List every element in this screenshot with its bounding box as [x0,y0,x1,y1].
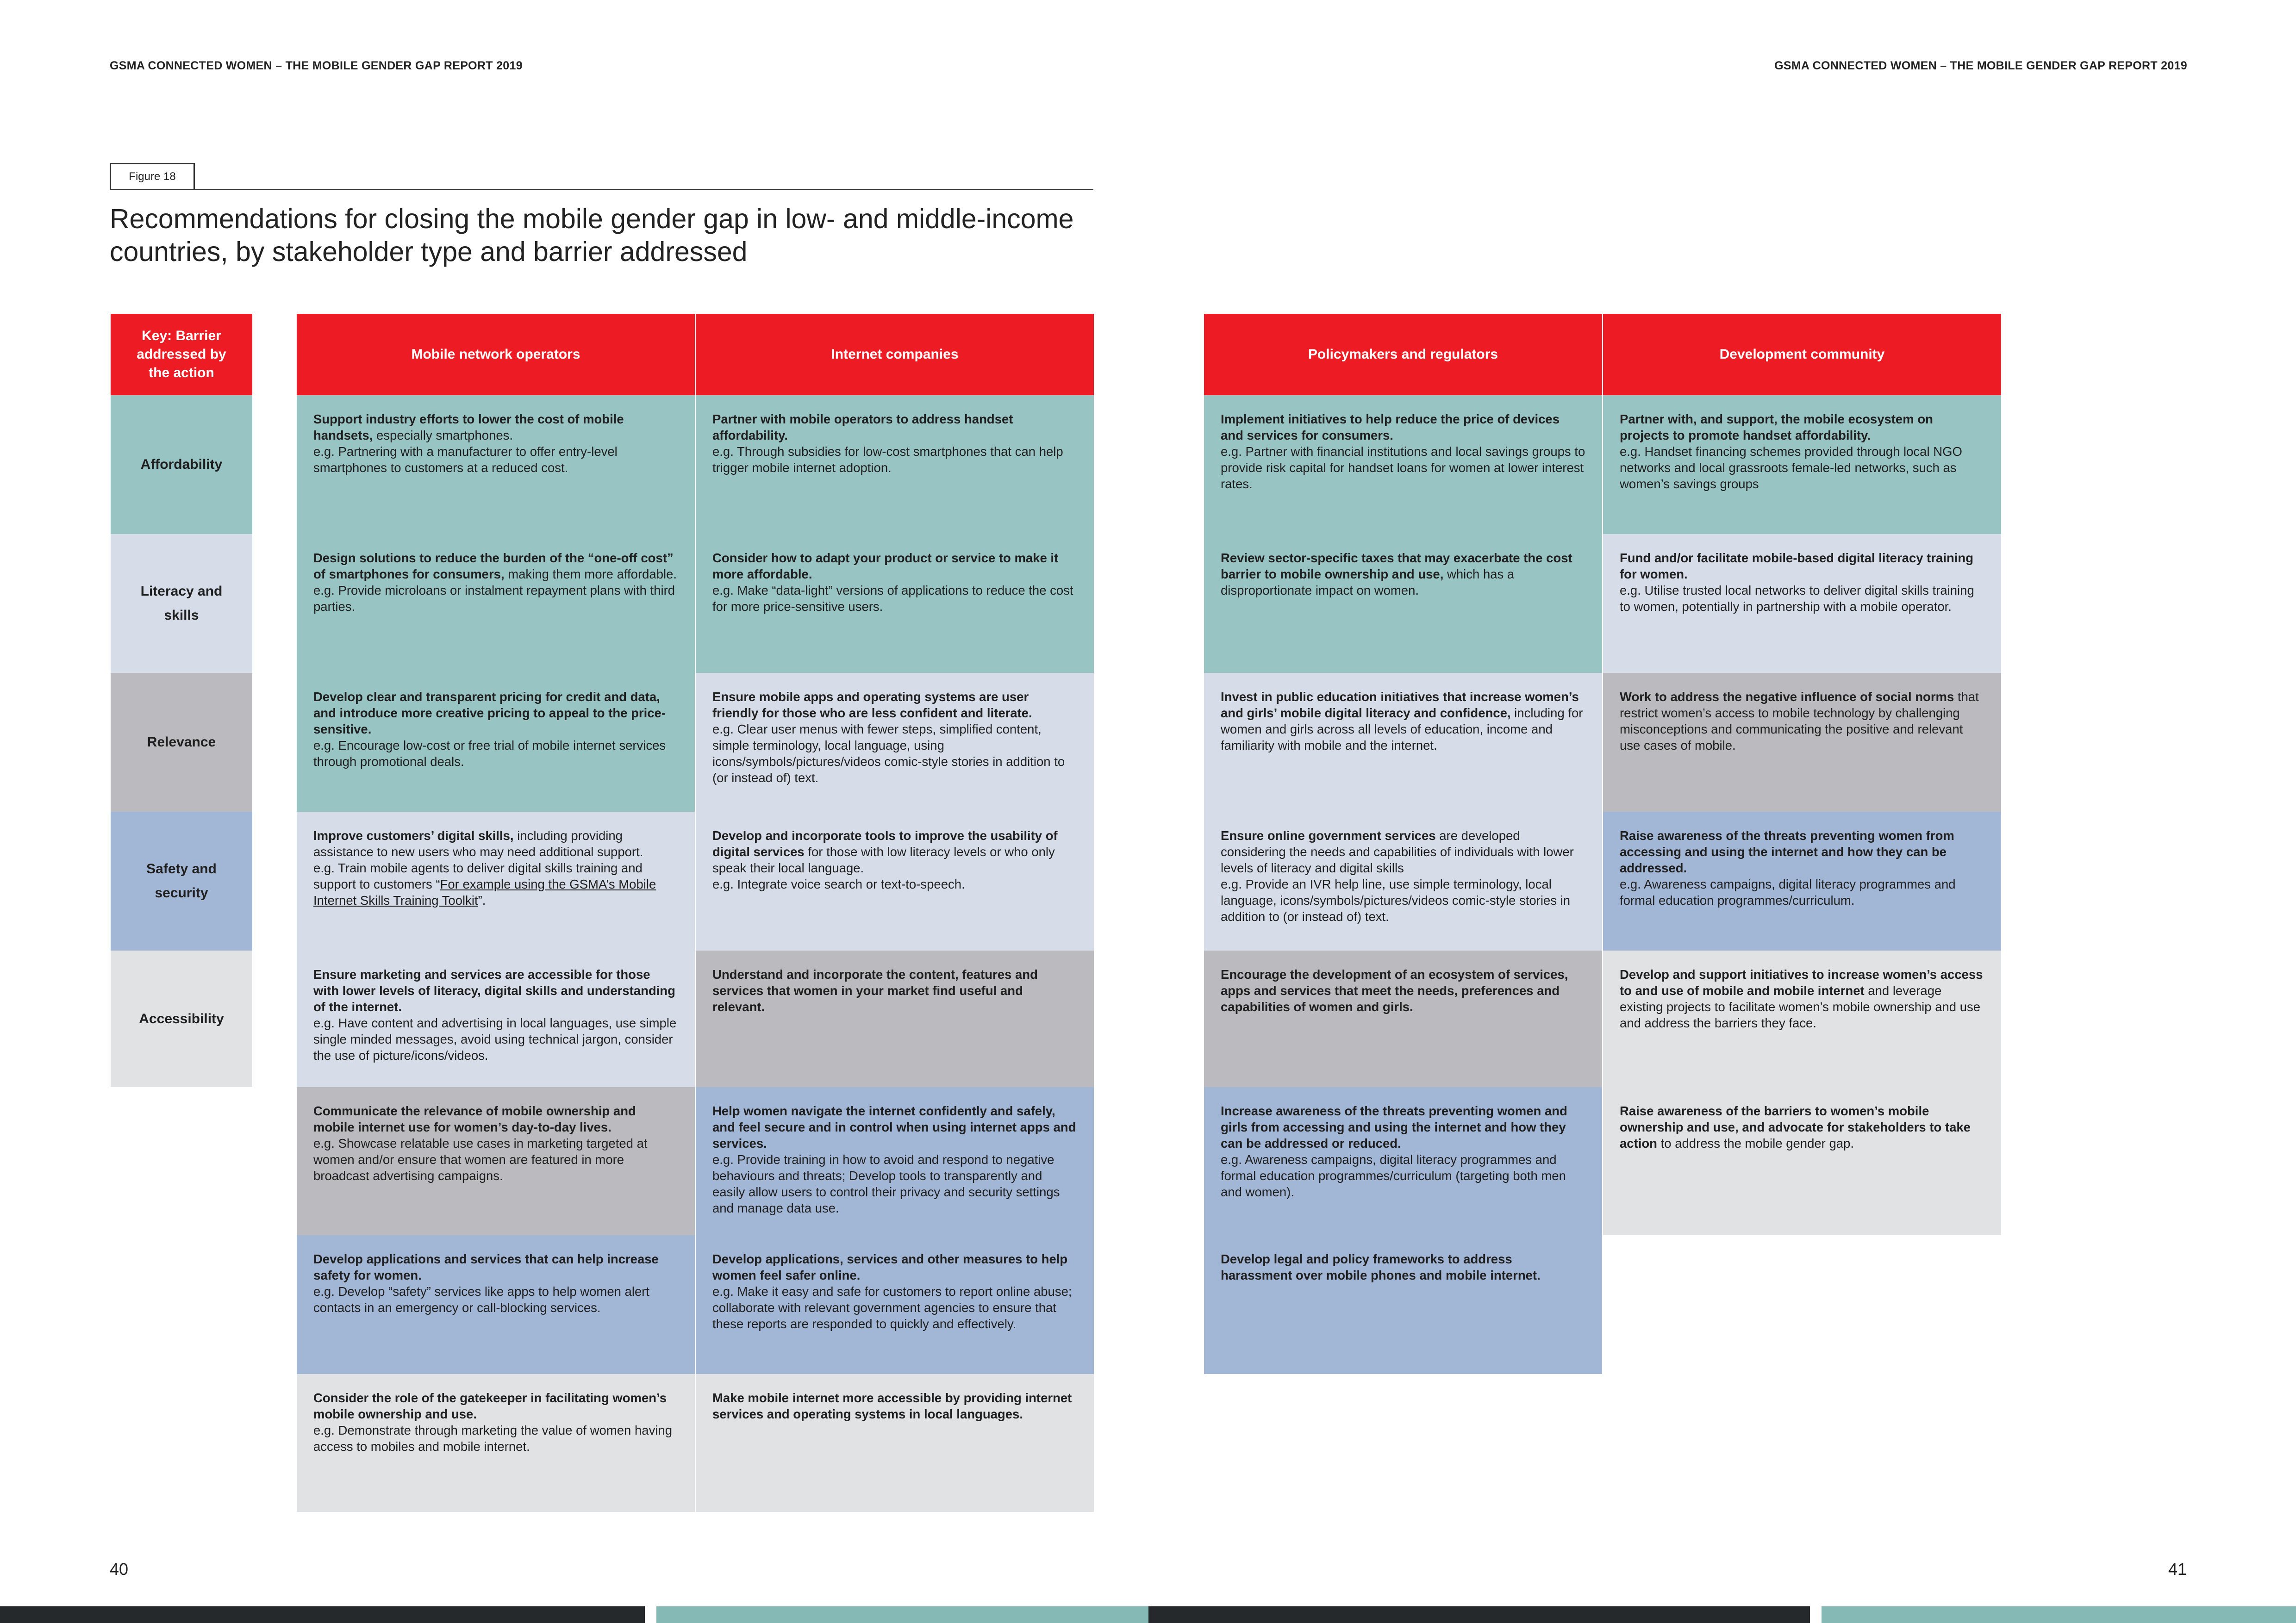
recommendation-action: Develop and incorporate tools to improve the usability of digital services [712,828,1058,859]
recommendation-action: Increase awareness of the threats preventing women and girls from accessing and using the internet and how they can be addressed or reduced. [1221,1104,1567,1150]
recommendation-action: Review sector-specific taxes that may exacerbate the cost barrier to mobile ownership and use, [1221,551,1572,581]
recommendation-detail: which has a disproportionate impact on women. [1221,567,1515,597]
recommendation-action: Help women navigate the internet confidently and safely, and feel secure and in control when using internet apps and services. [712,1104,1076,1150]
page-number-left: 40 [110,1560,129,1579]
recommendation-inet-5 [696,951,1094,1087]
recommendation-policy-7 [1204,1235,1602,1374]
recommendation-mno-5 [297,951,695,1087]
recommendation-policy-4 [1204,812,1602,951]
recommendation-action: Understand and incorporate the content, features and services that women in your market find useful and relevant. [712,967,1038,1014]
footer-bar-dark-1 [0,1606,645,1623]
heading-policymakers-and-regulators: Policymakers and regulators [1204,314,1602,395]
key-safety-text: Safety and security [146,861,217,901]
recommendation-action: Develop applications and services that can help increase safety for women. [313,1252,659,1282]
toolkit-link[interactable]: For example using the GSMA’s Mobile Internet Skills Training Toolkit [313,877,656,908]
recommendation-inet-1 [696,395,1094,534]
running-header-left: GSMA CONNECTED WOMEN – THE MOBILE GENDER GAP REPORT 2019 [110,59,523,72]
recommendation-action: Encourage the development of an ecosystem of services, apps and services that meet the needs, preferences and capabilities of women and girls. [1221,967,1568,1014]
recommendation-inet-2 [696,534,1094,673]
recommendation-detail: to address the mobile gender gap. [1657,1136,1854,1150]
recommendation-example: e.g. Handset financing schemes provided through local NGO networks and local grassroots female-led networks, such as women’s savings groups [1620,444,1962,491]
figure-label: Figure 18 [110,163,195,189]
recommendation-example: e.g. Provide training in how to avoid and respond to negative behaviours and threats; Develop tools to transparently and easily allow users to control their privacy and security settings and manage data use. [712,1152,1060,1215]
recommendation-dev-6 [1603,1087,2001,1235]
recommendation-action: Work to address the negative influence of social norms [1620,690,1954,704]
recommendation-example: e.g. Partnering with a manufacturer to offer entry-level smartphones to customers at a reduced cost. [313,444,618,475]
heading-development-community: Development community [1603,314,2001,395]
recommendation-example: e.g. Integrate voice search or text-to-speech. [712,877,965,891]
recommendation-action: Raise awareness of the barriers to women’s mobile ownership and use, and advocate for stakeholders to take action [1620,1104,1971,1150]
recommendation-example: e.g. Develop “safety” services like apps to help women alert contacts in an emergency or call-blocking services. [313,1284,650,1315]
recommendation-action: Consider how to adapt your product or service to make it more affordable. [712,551,1059,581]
recommendation-policy-1 [1204,395,1602,534]
recommendation-inet-7 [696,1235,1094,1374]
recommendation-inet-3 [696,673,1094,812]
recommendation-example: e.g. Provide an IVR help line, use simple terminology, local language, icons/symbols/pictures/videos comic-style stories in addition to (or instead of) text. [1221,877,1571,924]
recommendation-action: Partner with, and support, the mobile ecosystem on projects to promote handset affordability. [1620,412,1933,442]
recommendation-example-end: ”. [478,893,486,908]
recommendation-policy-6 [1204,1087,1602,1235]
recommendation-action: Consider the role of the gatekeeper in facilitating women’s mobile ownership and use. [313,1391,667,1421]
heading-mobile-network-operators: Mobile network operators [297,314,695,395]
key-literacy-text: Literacy and skills [140,584,223,623]
recommendation-dev-1 [1603,395,2001,534]
recommendation-action: Partner with mobile operators to address handset affordability. [712,412,1013,442]
recommendation-inet-4 [696,812,1094,951]
recommendation-example: e.g. Showcase relatable use cases in marketing targeted at women and/or ensure that women are featured in more broadcast advertising campaigns. [313,1136,648,1183]
key-literacy-and-skills [111,534,252,673]
recommendation-example: e.g. Through subsidies for low-cost smartphones that can help trigger mobile internet adoption. [712,444,1063,475]
recommendation-example: e.g. Make it easy and safe for customers to report online abuse; collaborate with relevant government agencies to ensure that these reports are responded to quickly and effectively. [712,1284,1072,1331]
recommendation-detail: including for women and girls across all levels of education, income and familiarity with mobile and the internet. [1221,706,1583,752]
recommendation-action: Develop applications, services and other measures to help women feel safer online. [712,1252,1068,1282]
recommendation-detail: and leverage existing projects to facilitate women’s mobile ownership and use and address the barriers they face. [1620,983,1981,1030]
footer-bar-dark-2 [1148,1606,1810,1623]
recommendation-inet-6 [696,1087,1094,1235]
recommendation-action: Raise awareness of the threats preventing women from accessing and using the internet and how they can be addressed. [1620,828,1954,875]
recommendation-action: Ensure marketing and services are accessible for those with lower levels of literacy, digital skills and understanding of the internet. [313,967,675,1014]
recommendation-action: Implement initiatives to help reduce the price of devices and services for consumers. [1221,412,1560,442]
recommendation-dev-3 [1603,673,2001,812]
recommendation-dev-2 [1603,534,2001,673]
footer-bar-teal-1 [656,1606,1148,1623]
figure-title: Recommendations for closing the mobile gender gap in low- and middle-income countries, by stakeholder type and barrier addressed [110,204,1074,267]
key-safety-and-security [111,812,252,951]
recommendation-example: e.g. Awareness campaigns, digital literacy programmes and formal education programmes/curriculum (targeting both men and women). [1221,1152,1566,1199]
recommendation-detail: especially smartphones. [373,428,513,442]
page-number-right: 41 [2168,1560,2187,1579]
recommendation-action: Design solutions to reduce the burden of the “one-off cost” of smartphones for consumers, [313,551,674,581]
recommendation-action: Make mobile internet more accessible by providing internet services and operating systems in local languages. [712,1391,1072,1421]
key-heading-text: Key: Barrier addressed by the action [137,328,226,380]
recommendation-example: e.g. Awareness campaigns, digital literacy programmes and formal education programmes/curriculum. [1620,877,1956,908]
recommendation-mno-2 [297,534,695,673]
recommendation-example: e.g. Encourage low-cost or free trial of mobile internet services through promotional deals. [313,738,666,769]
recommendation-policy-2 [1204,534,1602,673]
recommendation-action: Ensure mobile apps and operating systems are user friendly for those who are less confident and literate. [712,690,1032,720]
recommendation-action: Communicate the relevance of mobile ownership and mobile internet use for women’s day-to-day lives. [313,1104,636,1134]
recommendation-example: e.g. Make “data-light” versions of applications to reduce the cost for more price-sensitive users. [712,583,1073,614]
recommendation-action: Develop clear and transparent pricing for credit and data, and introduce more creative pricing to appeal to the price-sensitive. [313,690,666,736]
recommendation-mno-3 [297,673,695,812]
recommendation-action: Support industry efforts to lower the cost of mobile handsets, [313,412,624,442]
heading-internet-companies: Internet companies [696,314,1094,395]
recommendation-example: e.g. Train mobile agents to deliver digital skills training and support to customers “ [313,861,643,891]
recommendation-example: e.g. Utilise trusted local networks to deliver digital skills training to women, potentially in partnership with a mobile operator. [1620,583,1974,614]
running-header-right: GSMA CONNECTED WOMEN – THE MOBILE GENDER GAP REPORT 2019 [1774,59,2187,72]
key-heading [111,314,252,395]
recommendation-inet-8 [696,1374,1094,1512]
recommendation-mno-4 [297,812,695,951]
recommendation-action: Develop and support initiatives to increase women’s access to and use of mobile and mobile internet [1620,967,1983,998]
recommendation-action: Develop legal and policy frameworks to address harassment over mobile phones and mobile internet. [1221,1252,1541,1282]
recommendation-example: e.g. Partner with financial institutions and local savings groups to provide risk capital for handset loans for women at lower interest rates. [1221,444,1585,491]
key-accessibility: Accessibility [111,951,252,1087]
recommendation-policy-5 [1204,951,1602,1087]
recommendation-dev-4 [1603,812,2001,951]
recommendation-example: e.g. Clear user menus with fewer steps, simplified content, simple terminology, local language, using icons/symbols/pictures/videos comic-style stories in addition to (or instead of) text. [712,722,1065,785]
recommendation-mno-6 [297,1087,695,1235]
recommendation-action: Ensure online government services [1221,828,1436,843]
recommendation-detail: are developed considering the needs and capabilities of individuals with lower levels of literacy and digital skills [1221,828,1574,875]
key-relevance: Relevance [111,673,252,812]
recommendation-mno-1 [297,395,695,534]
recommendation-example: e.g. Have content and advertising in local languages, use simple single minded messages, avoid using technical jargon, consider the use of picture/icons/videos. [313,1016,677,1063]
recommendation-detail: that restrict women’s access to mobile technology by challenging misconceptions and communicating the positive and relevant use cases of mobile. [1620,690,1979,752]
recommendation-action: Fund and/or facilitate mobile-based digital literacy training for women. [1620,551,1974,581]
key-affordability: Affordability [111,395,252,534]
recommendation-detail: including providing assistance to new users who may need additional support. [313,828,643,859]
footer-bar-teal-2 [1822,1606,2296,1623]
recommendation-mno-8 [297,1374,695,1512]
recommendation-action: Improve customers’ digital skills, [313,828,514,843]
figure-rule [110,189,1093,190]
recommendation-example: e.g. Provide microloans or instalment repayment plans with third parties. [313,583,675,614]
recommendation-mno-7 [297,1235,695,1374]
recommendation-detail: for those with low literacy levels or who only speak their local language. [712,845,1055,875]
recommendation-dev-5 [1603,951,2001,1087]
recommendation-example: e.g. Demonstrate through marketing the value of women having access to mobiles and mobile internet. [313,1423,673,1454]
recommendation-policy-3 [1204,673,1602,812]
recommendation-action: Invest in public education initiatives that increase women’s and girls’ mobile digital literacy and confidence, [1221,690,1579,720]
recommendation-detail: making them more affordable. [504,567,677,581]
